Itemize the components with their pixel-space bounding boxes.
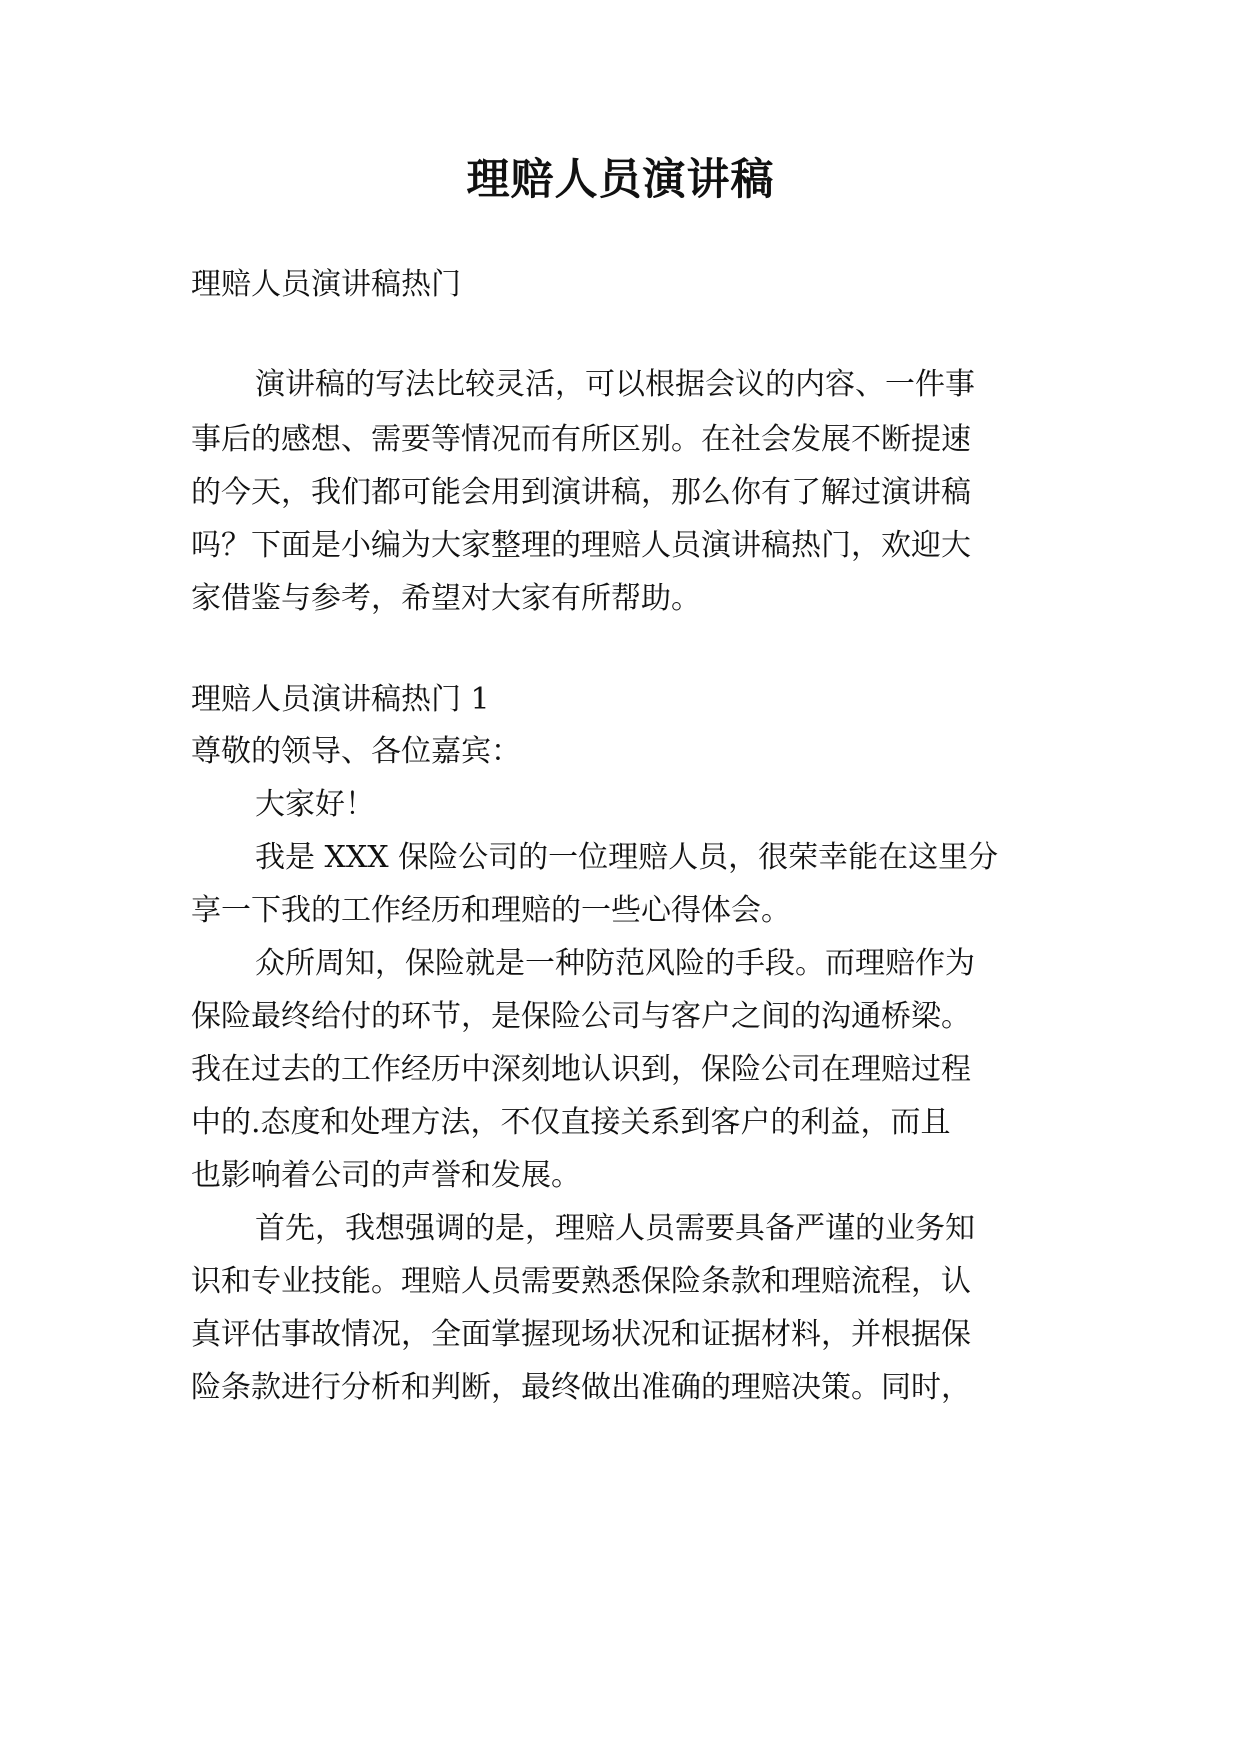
salutation: 尊敬的领导、各位嘉宾： <box>191 734 521 769</box>
paragraph-line: 真评估事故情况，全面掌握现场状况和证据材料，并根据保 <box>191 1317 971 1352</box>
paragraph-line: 首先，我想强调的是，理赔人员需要具备严谨的业务知 <box>255 1211 975 1246</box>
intro-line: 的今天，我们都可能会用到演讲稿，那么你有了解过演讲稿 <box>191 475 971 510</box>
paragraph-line: 也影响着公司的声誉和发展。 <box>191 1158 581 1193</box>
paragraph-line: 我在过去的工作经历中深刻地认识到，保险公司在理赔过程 <box>191 1052 971 1087</box>
paragraph-line: 险条款进行分析和判断，最终做出准确的理赔决策。同时， <box>191 1370 971 1405</box>
section-heading: 理赔人员演讲稿热门 1 <box>191 682 490 717</box>
paragraph-line: 众所周知，保险就是一种防范风险的手段。而理赔作为 <box>255 946 975 981</box>
paragraph-line: 享一下我的工作经历和理赔的一些心得体会。 <box>191 893 791 928</box>
intro-line: 事后的感想、需要等情况而有所区别。在社会发展不断提速 <box>191 422 971 457</box>
paragraph-line: 中的.态度和处理方法，不仅直接关系到客户的利益，而且 <box>191 1105 951 1140</box>
greeting: 大家好！ <box>255 787 375 822</box>
document-title: 理赔人员演讲稿 <box>466 155 775 205</box>
document-subtitle: 理赔人员演讲稿热门 <box>191 267 461 302</box>
paragraph-line: 保险最终给付的环节，是保险公司与客户之间的沟通桥梁。 <box>191 999 971 1034</box>
intro-line: 演讲稿的写法比较灵活，可以根据会议的内容、一件事 <box>255 367 975 402</box>
paragraph-line: 识和专业技能。理赔人员需要熟悉保险条款和理赔流程，认 <box>191 1264 971 1299</box>
intro-line: 吗？下面是小编为大家整理的理赔人员演讲稿热门，欢迎大 <box>191 528 971 563</box>
paragraph-line: 我是 XXX 保险公司的一位理赔人员，很荣幸能在这里分 <box>255 840 999 875</box>
intro-line: 家借鉴与参考，希望对大家有所帮助。 <box>191 581 701 616</box>
